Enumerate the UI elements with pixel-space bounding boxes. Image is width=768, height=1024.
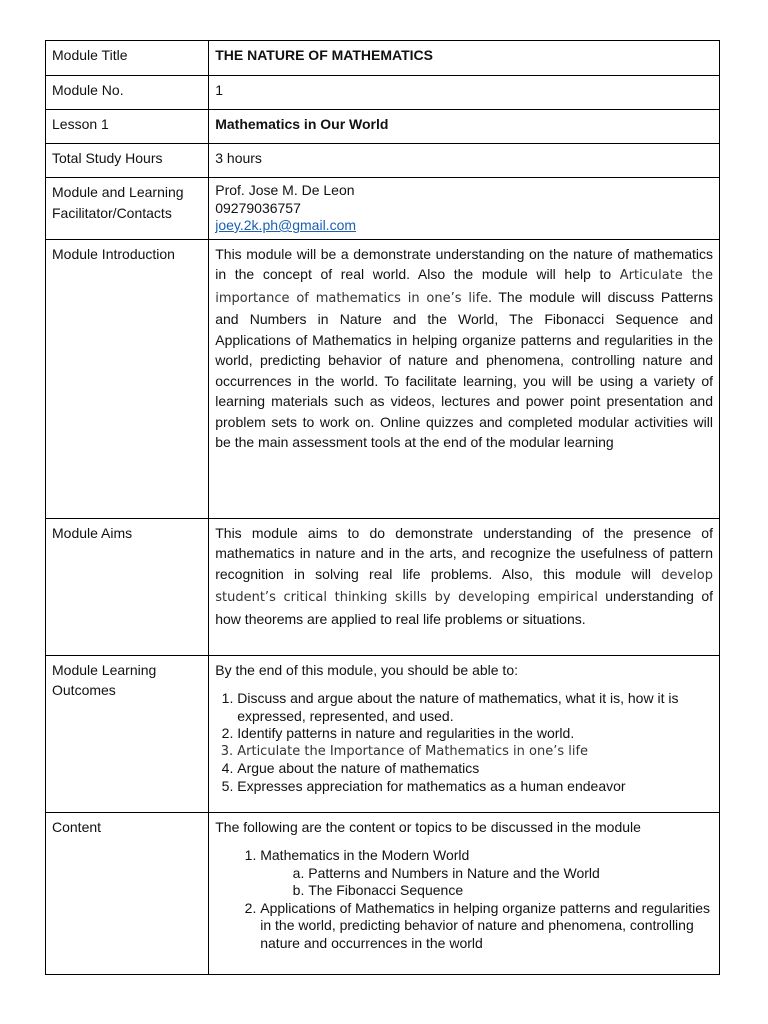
facilitator-name: Prof. Jose M. De Leon <box>215 182 355 198</box>
module-number-value: 1 <box>209 76 720 110</box>
row-module-number <box>46 76 720 110</box>
row-content <box>46 812 720 974</box>
outcome-item: 4. Argue about the nature of mathematics <box>237 760 713 778</box>
outcome-item: 2. Identify patterns in nature and regularities in the world. <box>237 725 713 743</box>
facilitator-label: Module and Learning Facilitator/Contacts <box>46 178 209 240</box>
outcome-item: 3. Articulate the Importance of Mathematics in one’s life <box>237 743 713 761</box>
introduction-label: Module Introduction <box>46 239 209 518</box>
row-module-title <box>46 41 720 76</box>
outcome-item: 1. Discuss and argue about the nature of mathematics, what it is, how it is expressed, represented, and used. <box>237 690 713 725</box>
row-lesson <box>46 110 720 144</box>
introduction-text-b: Articulate the importance of mathematics in one’s life <box>215 268 713 306</box>
outcomes-label: Module Learning Outcomes <box>46 655 209 812</box>
introduction-text-c: . The module will discuss Patterns and Numbers in Nature and the World, The Fibonacci Sequence and Applications of Mathematics in helping organize patterns and regularities in the world, predicting behavior of nature and phenomena, controlling nature and occurrences in the world. To facilitate learning, you will be using a variety of learning materials such as videos, lectures and power point presentation and problem sets to work on. Online quizzes and completed modular activities will be the main assessment tools at the end of the modular learning <box>215 288 713 450</box>
content-sublist <box>260 865 713 900</box>
content-label: Content <box>46 812 209 974</box>
study-hours-label: Total Study Hours <box>46 144 209 178</box>
aims-text-a: This module aims to do demonstrate understanding of the presence of mathematics in nature and in the arts, and recognize the usefulness of pattern recognition in solving real life problems. Also, this module will <box>215 524 713 582</box>
content-value <box>209 812 720 974</box>
facilitator-phone: 09279036757 <box>215 199 301 216</box>
content-list <box>215 847 713 952</box>
facilitator-value <box>209 178 720 240</box>
row-facilitator <box>46 178 720 240</box>
introduction-text-a: This module will be a demonstrate understanding on the nature of mathematics in the concept of real world. Also the module will help to <box>215 245 713 282</box>
aims-text-c: understanding of how theorems are applied to real life problems or situations. <box>215 588 713 627</box>
content-item-1: Mathematics in the Modern World <box>260 847 470 863</box>
facilitator-email-link[interactable]: joey.2k.ph@gmail.com <box>215 217 357 233</box>
module-number-label: Module No. <box>46 76 209 110</box>
row-aims <box>46 518 720 655</box>
aims-label: Module Aims <box>46 518 209 655</box>
outcomes-list <box>215 690 713 795</box>
study-hours-value: 3 hours <box>209 144 720 178</box>
module-title-value: THE NATURE OF MATHEMATICS <box>209 41 720 76</box>
lesson-value: Mathematics in Our World <box>209 110 720 144</box>
outcome-item: 5. Expresses appreciation for mathematics as a human endeavor <box>237 778 713 796</box>
outcomes-intro: By the end of this module, you should be able to: <box>215 661 518 678</box>
row-study-hours <box>46 144 720 178</box>
content-subitem: b. The Fibonacci Sequence <box>308 882 713 900</box>
content-intro: The following are the content or topics to be discussed in the module <box>215 818 641 835</box>
aims-text-b: develop student’s critical thinking skills by developing empirical <box>215 567 713 605</box>
row-outcomes <box>46 655 720 812</box>
row-introduction <box>46 239 720 518</box>
aims-text <box>209 518 720 655</box>
outcomes-value <box>209 655 720 812</box>
module-title-label: Module Title <box>46 41 209 76</box>
content-item <box>260 847 713 900</box>
content-item: 2. Applications of Mathematics in helping organize patterns and regularities in the world, predicting behavior of nature and phenomena, controlling nature and occurrences in the world <box>260 900 713 953</box>
module-info-table <box>45 40 720 975</box>
content-subitem: a. Patterns and Numbers in Nature and the World <box>308 865 713 883</box>
introduction-text <box>209 239 720 518</box>
lesson-label: Lesson 1 <box>46 110 209 144</box>
